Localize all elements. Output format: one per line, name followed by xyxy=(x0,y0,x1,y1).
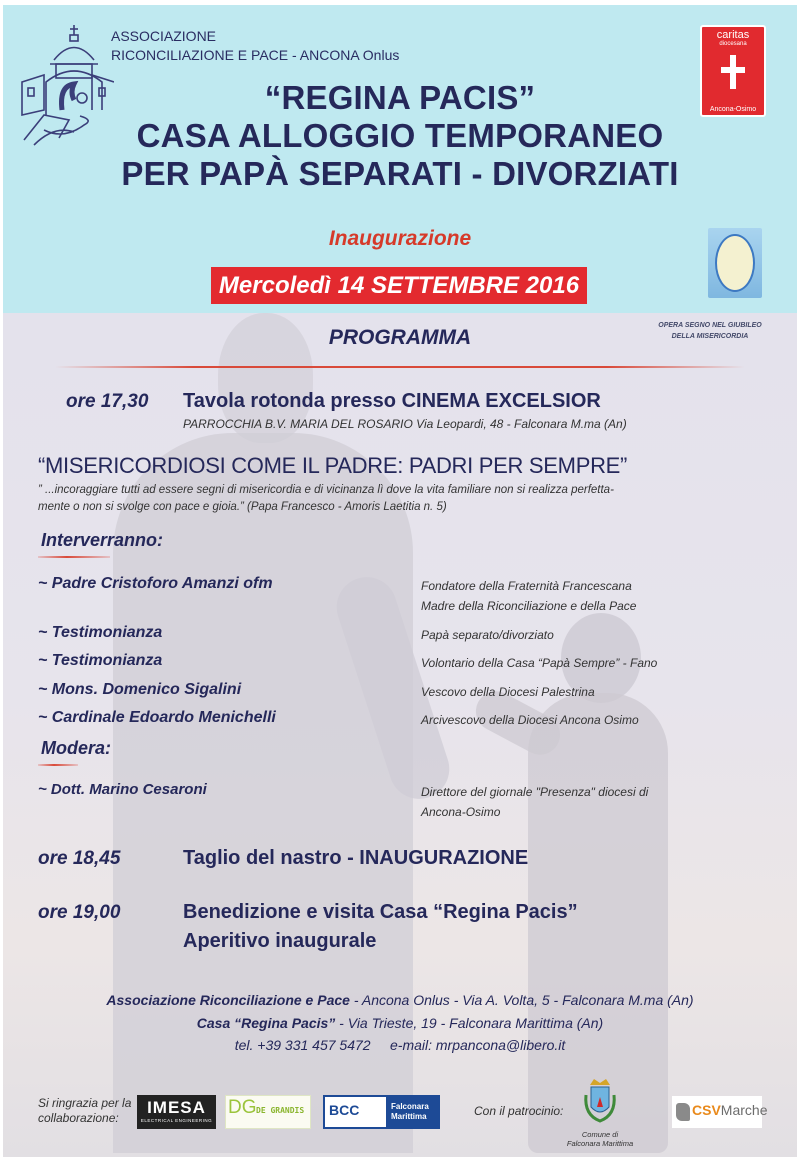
footer-association xyxy=(0,992,800,1008)
jubilee-caption-line-2: DELLA MISERICORDIA xyxy=(671,333,749,340)
csv-logo-rest: Marche xyxy=(720,1102,768,1118)
event-time: ore 18,45 xyxy=(38,848,121,869)
comune-caption-line-1: Comune di xyxy=(581,1130,619,1139)
speaker-role: Volontario della Casa “Papà Sempre” - Fano xyxy=(421,656,658,670)
speaker-role xyxy=(421,576,636,616)
speaker-name: ~ Mons. Domenico Sigalini xyxy=(38,681,242,698)
imesa-logo xyxy=(137,1095,216,1129)
bcc-logo-branch xyxy=(386,1097,438,1127)
bcc-branch-line-2: Marittima xyxy=(391,1112,427,1121)
quote xyxy=(38,482,768,516)
speaker-role: Arcivescovo della Diocesi Ancona Osimo xyxy=(421,713,639,727)
speaker-name: ~ Testimonianza xyxy=(38,652,163,669)
csv-marche-logo xyxy=(672,1096,768,1128)
footer-house xyxy=(0,1015,800,1031)
speaker-role-line-2: Madre della Riconciliazione e della Pace xyxy=(421,599,637,613)
marche-map-icon xyxy=(676,1103,690,1121)
imesa-logo-name: IMESA xyxy=(147,1098,206,1117)
degrandis-logo-mark: DG xyxy=(228,1097,257,1118)
event-location: PARROCCHIA B.V. MARIA DEL ROSARIO Via Leopardi, 48 - Falconara M.ma (An) xyxy=(183,417,627,431)
caritas-logo-subtext: diocesana xyxy=(719,41,747,47)
page-title xyxy=(0,79,800,193)
comune-caption xyxy=(560,1130,640,1148)
jubilee-caption-line-1: OPERA SEGNO NEL GIUBILEO xyxy=(658,322,762,329)
speaker-name: ~ Padre Cristoforo Amanzi ofm xyxy=(38,575,273,592)
event-title: Benedizione e visita Casa “Regina Pacis” xyxy=(183,901,578,923)
association-line-2: RICONCILIAZIONE E PACE - ANCONA Onlus xyxy=(111,47,400,63)
thanks-text xyxy=(38,1096,131,1126)
speaker-name: ~ Cardinale Edoardo Menichelli xyxy=(38,709,276,726)
association-line-1: ASSOCIAZIONE xyxy=(111,28,217,44)
jubilee-logo xyxy=(708,228,762,298)
quote-line-2: mente o non si svolge con pace e gioia.” (Papa Francesco - Amoris Laetitia n. 5) xyxy=(38,501,447,513)
coat-of-arms-icon xyxy=(582,1077,618,1127)
event-time: ore 17,30 xyxy=(66,391,149,412)
footer-house-address: - Via Trieste, 19 - Falconara Marittima (An) xyxy=(335,1015,604,1031)
moderator-role-line-1: Direttore del giornale "Presenza" diocesi di xyxy=(421,785,649,799)
thanks-line-1: Si ringrazia per la xyxy=(38,1096,132,1110)
jubilee-emblem-icon xyxy=(715,234,755,292)
inauguration-label: Inaugurazione xyxy=(328,227,472,250)
footer-house-name: Casa “Regina Pacis” xyxy=(196,1015,336,1031)
event-subtitle: Aperitivo inaugurale xyxy=(183,930,377,952)
bcc-branch-line-1: Falconara xyxy=(391,1102,429,1111)
footer-association-address: - Ancona Onlus - Via A. Volta, 5 - Falconara M.ma (An) xyxy=(349,992,694,1008)
event-time: ore 19,00 xyxy=(38,902,121,923)
title-line-3: PER PAPÀ SEPARATI - DIVORZIATI xyxy=(121,155,679,192)
degrandis-logo-name: DE GRANDIS xyxy=(256,1106,305,1115)
moderator-role-line-2: Ancona-Osimo xyxy=(421,805,501,819)
event-date: Mercoledì 14 SETTEMBRE 2016 xyxy=(211,267,587,304)
association-name xyxy=(111,27,399,65)
thanks-line-2: collaborazione: xyxy=(38,1111,119,1125)
speakers-underline xyxy=(38,556,110,558)
speaker-role: Vescovo della Diocesi Palestrina xyxy=(421,685,595,699)
event-title: Taglio del nastro - INAUGURAZIONE xyxy=(183,847,529,869)
event-title: Tavola rotonda presso CINEMA EXCELSIOR xyxy=(183,390,601,412)
moderator-underline xyxy=(38,764,78,766)
caritas-logo-text: caritas xyxy=(716,29,750,41)
theme-title: “MISERICORDIOSI COME IL PADRE: PADRI PER SEMPRE” xyxy=(38,453,628,478)
imesa-logo-tagline: ELECTRICAL ENGINEERING xyxy=(140,1118,213,1123)
bcc-logo xyxy=(323,1095,440,1129)
quote-line-1: ” ...incoraggiare tutti ad essere segni di misericordia e di vicinanza lì dove la vita familiare non si realizza perfetta- xyxy=(38,484,614,496)
caritas-logo-diocese: Ancona-Osimo xyxy=(709,106,757,113)
comune-caption-line-2: Falconara Marittima xyxy=(566,1139,634,1148)
moderator-name: ~ Dott. Marino Cesaroni xyxy=(38,781,207,798)
speakers-label: Interverranno: xyxy=(41,530,164,550)
title-line-2: CASA ALLOGGIO TEMPORANEO xyxy=(136,117,664,154)
speaker-name: ~ Testimonianza xyxy=(38,624,163,641)
moderator-label: Modera: xyxy=(41,738,112,758)
speaker-role: Papà separato/divorziato xyxy=(421,628,554,642)
speaker-role-line-1: Fondatore della Fraternità Francescana xyxy=(421,579,632,593)
csv-logo-bold: CSV xyxy=(692,1102,721,1118)
bcc-logo-name: BCC xyxy=(329,1102,360,1118)
degrandis-logo xyxy=(225,1095,311,1129)
divider xyxy=(55,366,745,368)
footer-contacts: tel. +39 331 457 5472 e-mail: mrpancona@libero.it xyxy=(234,1037,566,1053)
footer-association-name: Associazione Riconciliazione e Pace xyxy=(106,992,350,1008)
csv-logo-text xyxy=(692,1102,767,1118)
program-heading: PROGRAMMA xyxy=(328,326,472,349)
moderator-role xyxy=(421,782,648,822)
patronage-label: Con il patrocinio: xyxy=(474,1104,564,1118)
title-line-1: “REGINA PACIS” xyxy=(264,79,536,116)
